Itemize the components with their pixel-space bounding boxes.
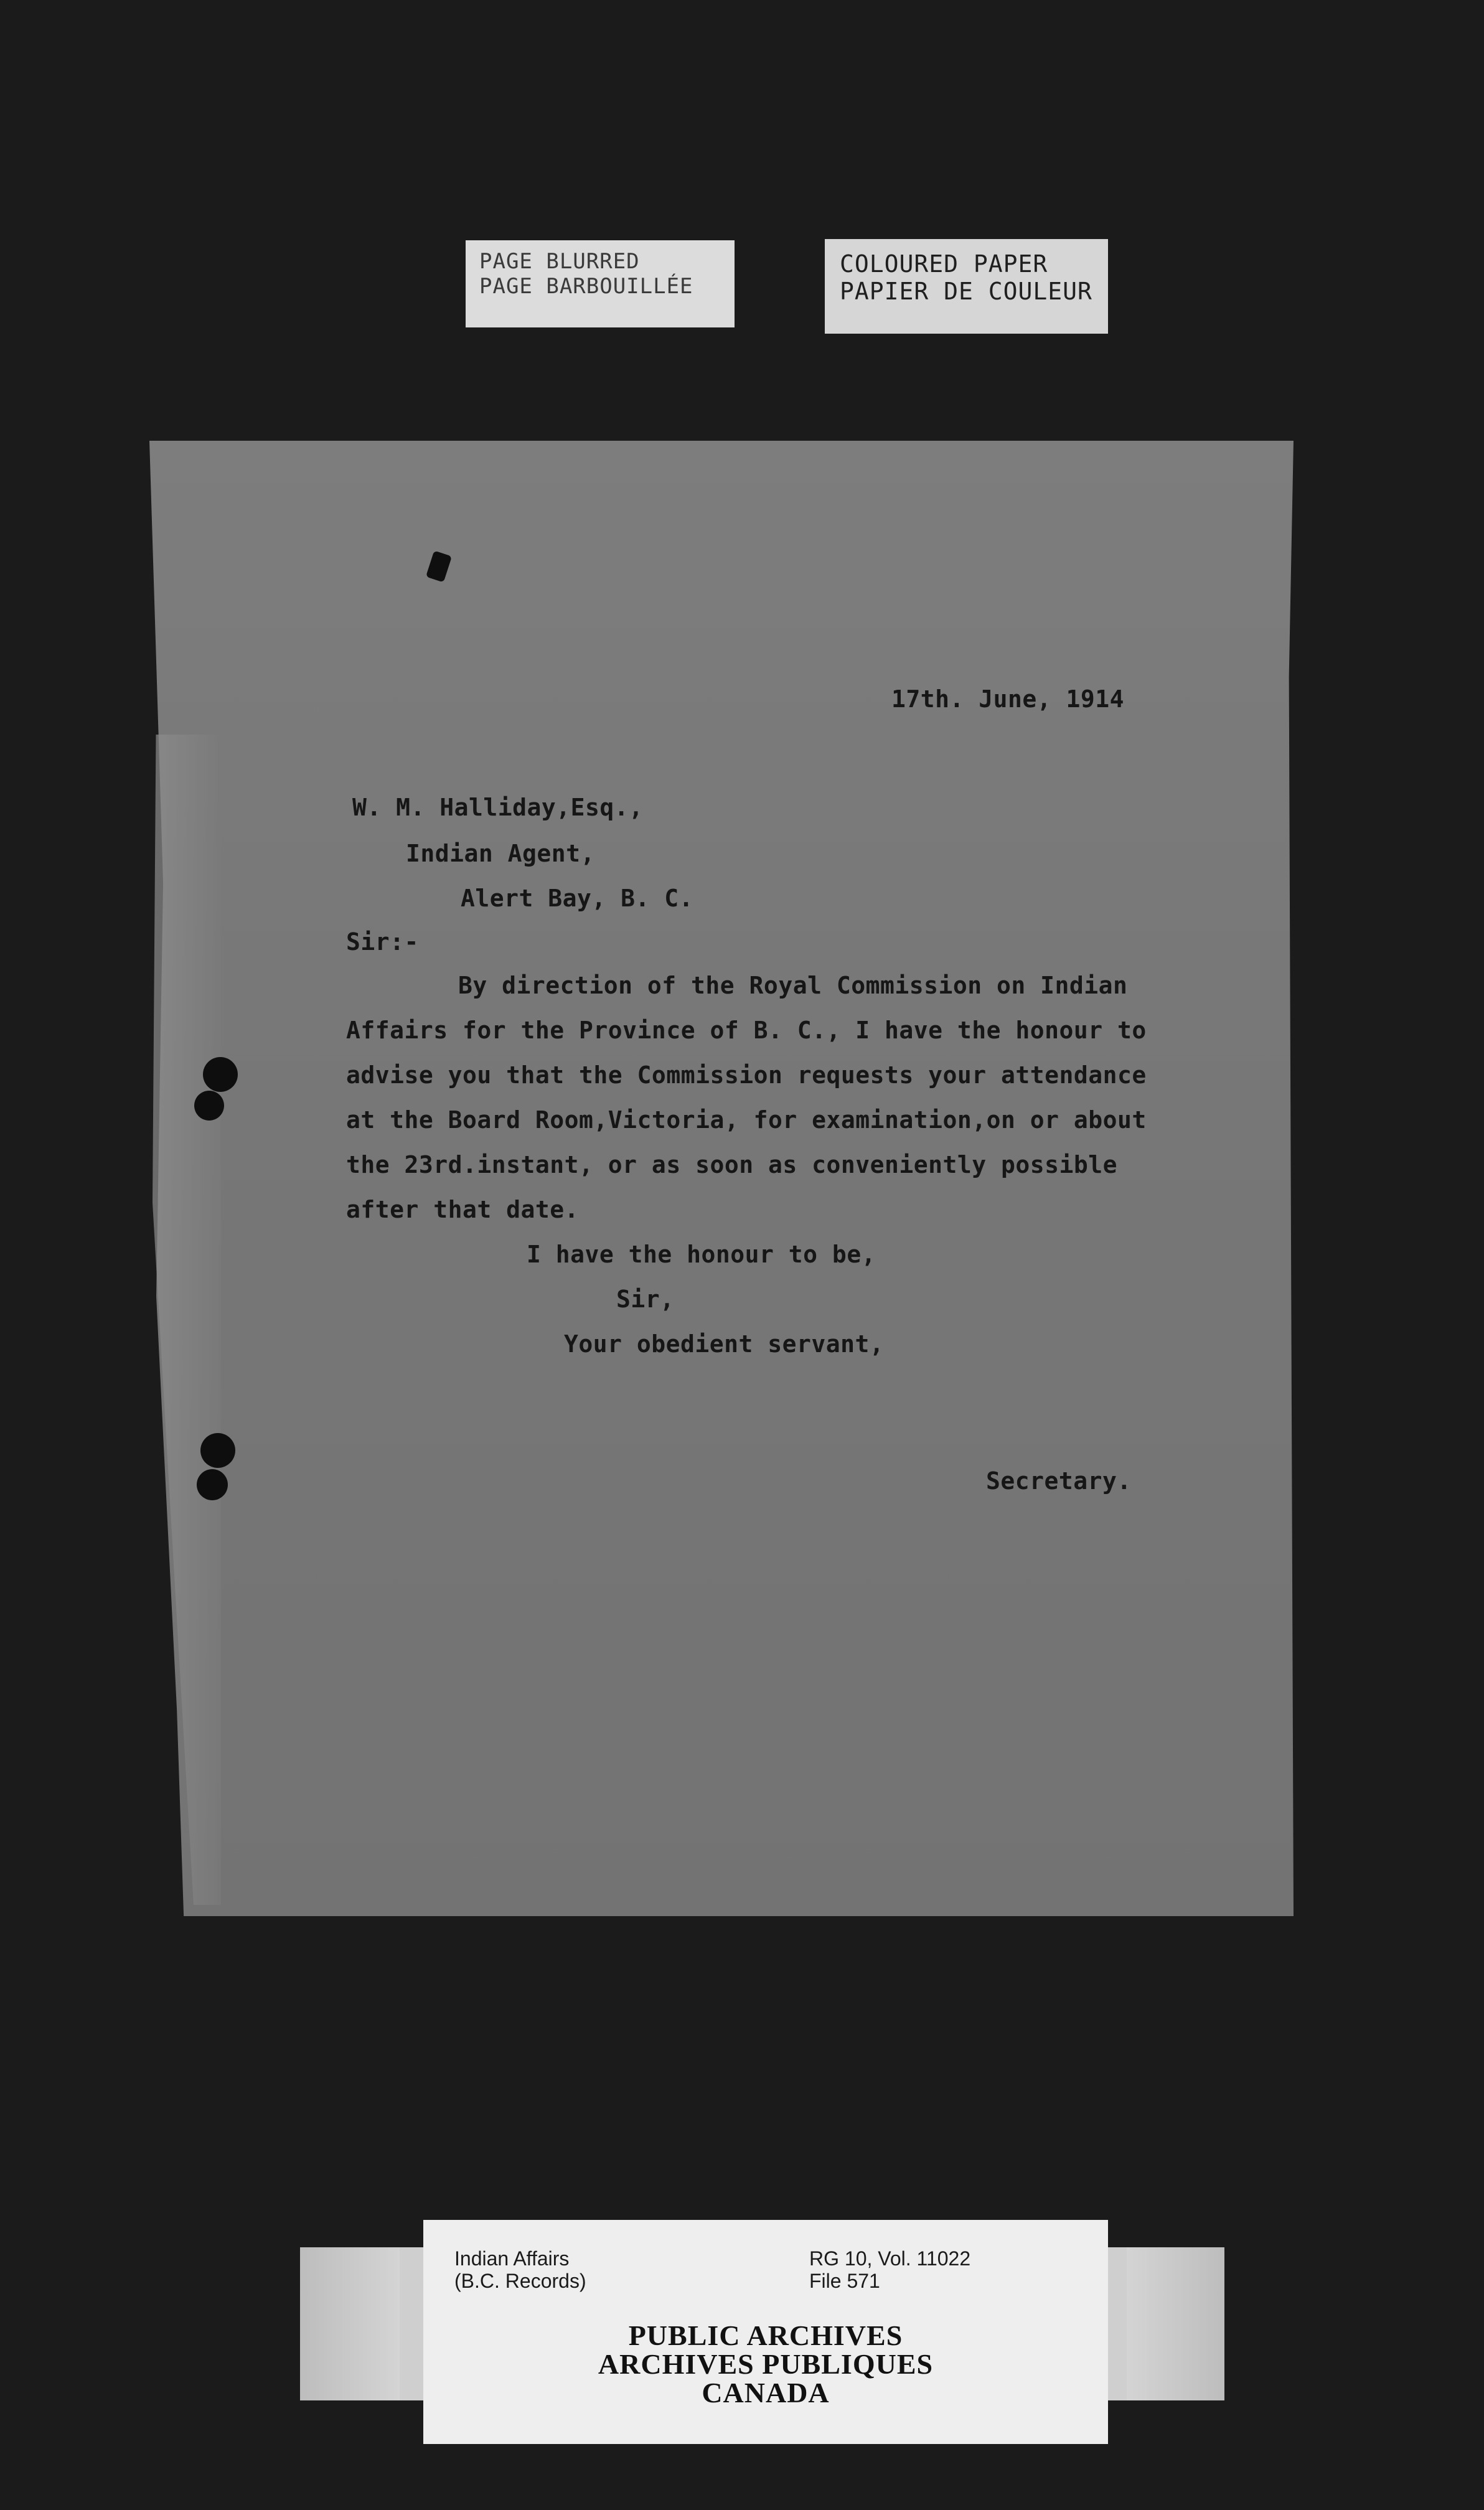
archive-label-band-right: [1127, 2247, 1224, 2400]
letter-date: 17th. June, 1914: [891, 685, 1125, 713]
recipient-title: Indian Agent,: [406, 840, 595, 867]
punch-hole-bottom: [200, 1433, 235, 1468]
closing-line: I have the honour to be,: [527, 1241, 876, 1268]
file-number: File 571: [809, 2270, 880, 2292]
page-blurred-label-fr: PAGE BARBOUILLÉE: [479, 274, 693, 299]
collection-name: Indian Affairs: [454, 2247, 570, 2270]
closing-line: Your obedient servant,: [564, 1330, 885, 1358]
coloured-paper-label-fr: PAPIER DE COULEUR: [840, 278, 1092, 305]
archive-label-band-left: [300, 2247, 400, 2400]
archive-label-card: [423, 2220, 1108, 2444]
punch-hole-top-lower: [194, 1091, 224, 1121]
page-blurred-label: [466, 240, 735, 327]
body-line: By direction of the Royal Commission on Indian: [458, 972, 1128, 999]
body-line: Affairs for the Province of B. C., I have the honour to: [346, 1017, 1147, 1044]
recipient-name: W. M. Halliday,Esq.,: [352, 794, 644, 821]
archive-name-en: PUBLIC ARCHIVES: [628, 2320, 903, 2351]
archive-country: CANADA: [702, 2377, 830, 2409]
record-group-volume: RG 10, Vol. 11022: [809, 2247, 971, 2270]
recipient-place: Alert Bay, B. C.: [461, 885, 694, 912]
page-blurred-label-en: PAGE BLURRED: [479, 249, 640, 274]
collection-subtitle: (B.C. Records): [454, 2270, 586, 2292]
punch-hole-bottom-lower: [197, 1469, 228, 1500]
coloured-paper-label-en: COLOURED PAPER: [840, 250, 1048, 278]
body-line: at the Board Room,Victoria, for examination,on or about: [346, 1106, 1147, 1134]
salutation: Sir:-: [346, 928, 419, 956]
body-line: after that date.: [346, 1196, 580, 1223]
coloured-paper-label: [825, 239, 1108, 334]
archive-name-fr: ARCHIVES PUBLIQUES: [598, 2348, 934, 2380]
closing-line: Sir,: [616, 1286, 675, 1313]
letter-sheet-folded-edge: [153, 735, 221, 1905]
body-line: the 23rd.instant, or as soon as conveniently possible: [346, 1151, 1118, 1178]
body-line: advise you that the Commission requests your attendance: [346, 1061, 1147, 1089]
signature-title: Secretary.: [986, 1467, 1132, 1495]
punch-hole-top: [203, 1057, 238, 1092]
